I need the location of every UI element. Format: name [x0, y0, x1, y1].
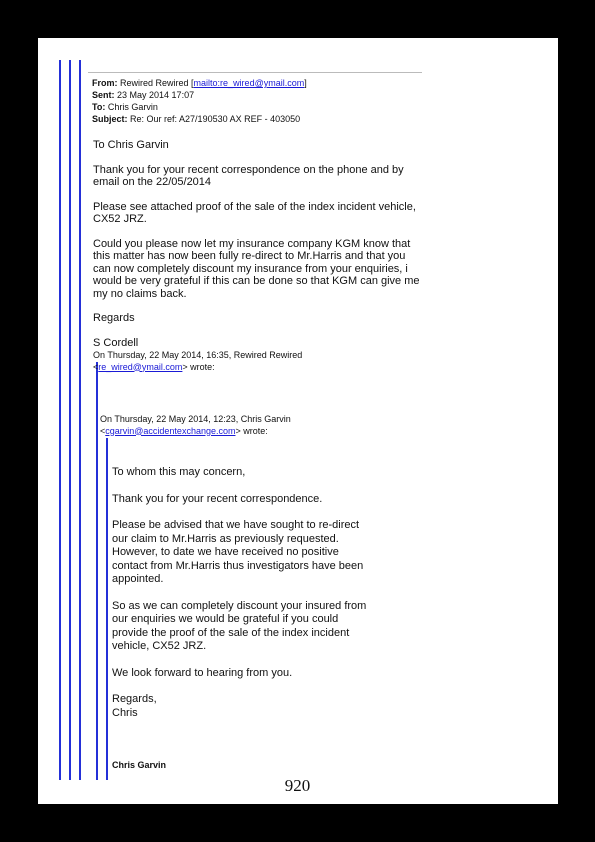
quote-email-link[interactable]: re_wired@ymail.com [98, 361, 183, 372]
quote-bar [69, 60, 71, 780]
quote-close: > wrote: [235, 425, 268, 436]
original-greeting: To whom this may concern, [112, 466, 246, 478]
original-paragraph: We look forward to hearing from you. [112, 666, 293, 679]
header-divider [88, 72, 422, 73]
reply-signoff: S Cordell [93, 336, 139, 349]
quote-attribution-2 [100, 414, 291, 437]
original-paragraph: Please be advised that we have sought to re-direct our claim to Mr.Harris as previously requested. However, to date we have received no positive contact from Mr.Harris thus investigators have been appointed. [112, 519, 364, 585]
original-paragraph: So as we can completely discount your insured from our enquiries we would be grateful if you could provide the proof of the sale of the index incident vehicle, CX52 JRZ. [112, 599, 367, 652]
reply-body [93, 139, 423, 349]
signature-name: Chris Garvin [112, 760, 167, 770]
original-closing-name: Chris [112, 706, 138, 719]
reply-paragraph: Please see attached proof of the sale of the index incident vehicle, CX52 JRZ. [93, 200, 416, 225]
quote-email-link[interactable]: cgarvin@accidentexchange.com [105, 425, 236, 436]
from-label: From: [92, 78, 118, 88]
from-email-link[interactable]: mailto:re_wired@ymail.com [193, 78, 305, 88]
from-close: ] [304, 78, 307, 88]
quote-bar [96, 362, 98, 780]
sent-value: 23 May 2014 17:07 [117, 90, 195, 100]
subject-label: Subject: [92, 114, 128, 124]
quote-bar [79, 60, 81, 780]
quote-attribution-line: On Thursday, 22 May 2014, 12:23, Chris Garvin [100, 414, 291, 424]
quote-close: > wrote: [182, 361, 215, 372]
reply-closing: Regards [93, 312, 135, 324]
to-row [92, 101, 307, 113]
reply-paragraph: Thank you for your recent correspondence on the phone and by email on the 22/05/2014 [93, 163, 404, 188]
original-message-body [112, 466, 372, 720]
quote-attribution-line: On Thursday, 22 May 2014, 16:35, Rewired Rewired [93, 350, 303, 360]
original-paragraph: Thank you for your recent correspondence. [112, 492, 323, 505]
email-header [92, 77, 307, 125]
quote-attribution-1 [93, 350, 302, 373]
quote-bar [106, 438, 108, 780]
quote-open: < [93, 361, 99, 372]
from-value: Rewired Rewired [ [120, 78, 194, 88]
subject-value: Re: Our ref: A27/190530 AX REF - 403050 [130, 114, 301, 124]
original-closing: Regards, [112, 693, 157, 705]
to-label: To: [92, 102, 106, 112]
sent-label: Sent: [92, 90, 115, 100]
subject-row [92, 113, 307, 125]
from-row [92, 77, 307, 89]
reply-greeting: To Chris Garvin [93, 139, 169, 151]
quote-open: < [100, 425, 106, 436]
reply-paragraph: Could you please now let my insurance company KGM know that this matter has now been fully re-direct to Mr.Harris and that you can now completely discount my insurance from your enquiries, i would be very grateful if this can be done so that KGM can give me my no claims back. [93, 237, 420, 300]
sent-row [92, 89, 307, 101]
quote-bar [59, 60, 61, 780]
to-value: Chris Garvin [107, 102, 158, 112]
page-number: 920 [284, 776, 311, 795]
